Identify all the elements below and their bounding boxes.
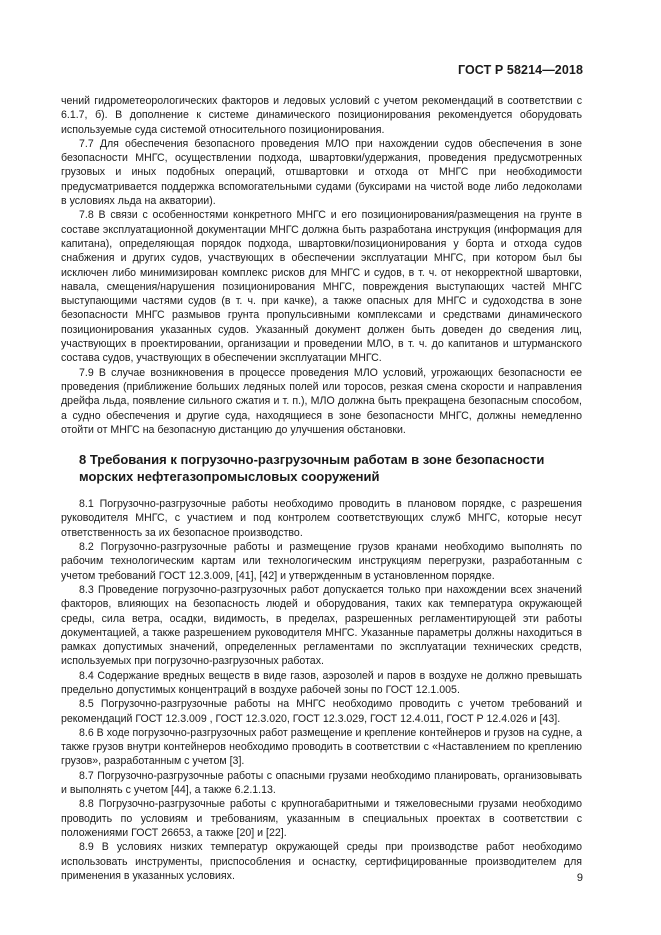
page-body: [61, 94, 582, 883]
paragraph-8-4: 8.4 Содержание вредных веществ в виде газов, аэрозолей и паров в воздухе не должно превышать предельно допустимых концентраций в воздухе рабочей зоны по ГОСТ 12.1.005.: [61, 669, 582, 696]
page-number: 9: [576, 872, 583, 884]
paragraph-7-6-continuation: чений гидрометеорологических факторов и ледовых условий с учетом рекомендаций в соответствии с 6.1.7, б). В дополнение к системе динамического позиционирования рекомендуется оборудовать используемые суда системой относительного позиционирования.: [61, 95, 582, 136]
document-code-header: ГОСТ Р 58214—2018: [457, 63, 583, 77]
paragraph-8-2: 8.2 Погрузочно-разгрузочные работы и размещение грузов кранами необходимо выполнять по рабочим технологическим картам или технологическим инструкциям перегрузки, разработанным с учетом требований ГОСТ 12.3.009, [41], [42] и утвержденным в установленном порядке.: [61, 541, 582, 582]
paragraph-8-5: 8.5 Погрузочно-разгрузочные работы на МНГС необходимо проводить с учетом требований и рекомендаций ГОСТ 12.3.009 , ГОСТ 12.3.020, ГОСТ 12.3.029, ГОСТ 12.4.011, ГОСТ Р 12.4.026 и [43].: [61, 698, 582, 725]
section-8-heading: 8 Требования к погрузочно-разгрузочным работам в зоне безопасности морских нефтегазопромысловых сооружений: [79, 452, 545, 485]
paragraph-8-8: 8.8 Погрузочно-разгрузочные работы с крупногабаритными и тяжеловесными грузами необходимо проводить по условиям и требованиям, указанным в специальных проектах в соответствии с положениями ГОСТ 26653, а также [20] и [22].: [61, 798, 582, 839]
paragraph-7-9: 7.9 В случае возникновения в процессе проведения МЛО условий, угрожающих безопасности ее проведения (приближение больших ледяных полей или торосов, резкая смена скорости и направления дрейфа льда, появление сильного сжатия и т. п.), МЛО должна быть прекращена безопасным способом, а судно обеспечения и другие суда, находящиеся в зоне безопасности МНГС, должны немедленно отойти от МНГС на безопасную дистанцию до улучшения обстановки.: [61, 366, 582, 436]
paragraph-8-3: 8.3 Проведение погрузочно-разгрузочных работ допускается только при нахождении всех значений факторов, влияющих на безопасность людей и оборудования, таких как температура окружающей среды, сила ветра, осадки, видимость, в пределах, разрешенных регламентирующей эти работы документацией, а также разрешением руководителя МНГС. Указанные параметры должны находиться в рамках допустимых значений, определенных регламентами по эксплуатации технических средств, используемых при погрузочно-разгрузочных работах.: [61, 583, 582, 668]
paragraph-8-6: 8.6 В ходе погрузочно-разгрузочных работ размещение и крепление контейнеров и грузов на судне, а также грузов внутри контейнеров необходимо проводить в соответствии с «Наставлением по креплению грузов», разработанным с учетом [3].: [61, 726, 582, 768]
paragraph-8-7: 8.7 Погрузочно-разгрузочные работы с опасными грузами необходимо планировать, организовывать и выполнять с учетом [44], а также 6.2.1.13.: [61, 769, 582, 797]
paragraph-8-1: 8.1 Погрузочно-разгрузочные работы необходимо проводить в плановом порядке, с разрешения руководителя МНГС, с участием и под контролем соответствующих служб МНГС, которые несут ответственность за их безопасное производство.: [61, 498, 582, 539]
paragraph-7-7: 7.7 Для обеспечения безопасного проведения МЛО при нахождении судов обеспечения в зоне безопасности МНГС, осуществлении подхода, швартовки/удержания, проведения предусмотренных грузовых и иных подобных операций, отшвартовки и отхода от МНГС при необходимости предусматривается поддержка вспомогательными судами (буксирами на чистой воде либо ледоколами в условиях льда на акватории).: [61, 137, 582, 208]
paragraph-8-9: 8.9 В условиях низких температур окружающей среды при производстве работ необходимо использовать инструменты, приспособления и оснастку, сертифицированные производителем для применения в указанных условиях.: [61, 841, 582, 882]
paragraph-7-8: 7.8 В связи с особенностями конкретного МНГС и его позиционирования/размещения на грунте в составе эксплуатационной документации МНГС должна быть разработана инструкция (информация для капитана), определяющая порядок подхода, швартовки/позиционирования у борта и отхода судов снабжения и других судов, участвующих в обеспечении эксплуатации МНГС, при котором был бы исключен либо минимизирован комплекс рисков для МНГС и судов, в т. ч. от некорректной швартовки, навала, смещения/нарушения позиционирования МНГС, повреждения выступающих частей МНГС выступающими частями судов (в т. ч. при качке), а также опасных для МНГС и судоходства в зоне безопасности МНГС размывов грунта пропульсивными комплексами и средствами динамического позиционирования указанных судов. Указанный документ должен быть доведен до сведения лиц, участвующих в проектировании, организации и проведении МЛО, в т. ч. до капитанов и штурманского состава судов, участвующих в обеспечении эксплуатации МНГС.: [61, 209, 582, 365]
